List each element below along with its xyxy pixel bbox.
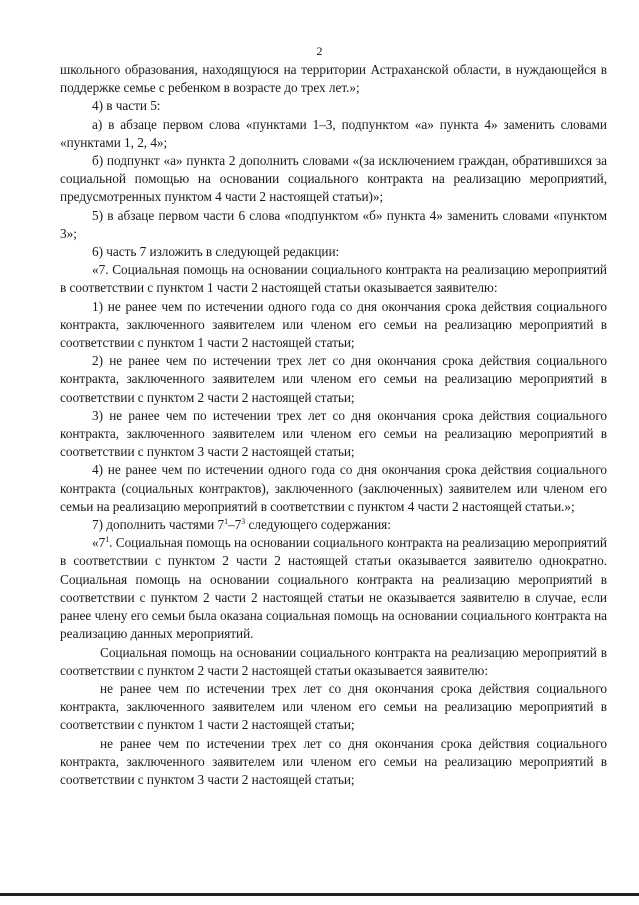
item7-post: следующего содержания: <box>245 517 391 533</box>
item7-dash: –7 <box>228 517 242 533</box>
part71-text: . Социальная помощь на основании социального контракта на реализацию мероприятий в соответствии с пунктом 2 части 2 настоящей статьи оказывается заявителю однократно. Социальная помощь на основании социального контракта на реализацию мероприятий в соответствии с пунктом 2 части 2 настоящей статьи не оказывается заявителю в случае, если ранее члену его семьи была оказана социальная помощь на основании социального контракта на реализацию данных мероприятий. <box>60 535 607 642</box>
paragraph-part-7-point-3: 3) не ранее чем по истечении трех лет со дня окончания срока действия социального контракта, заключенного заявителем или членом его семьи на реализацию мероприятий в соответствии с пунктом 3 части 2 настоящей статьи; <box>60 407 607 460</box>
page-number: 2 <box>316 44 323 58</box>
paragraph-part-7: «7. Социальная помощь на основании социального контракта на реализацию мероприятий в соответствии с пунктом 1 части 2 настоящей статьи оказывается заявителю: <box>60 262 607 296</box>
paragraph-item-4b: б) подпункт «а» пункта 2 дополнить словами «(за исключением граждан, обратившихся за социальной помощью на основании социального контракта на реализацию мероприятий, предусмотренных пунктом 4 части 2 настоящей статьи)»; <box>60 153 607 205</box>
paragraph-part-7-1-condition-1: не ранее чем по истечении трех лет со дня окончания срока действия социального контракта, заключенного заявителем или членом его семьи на реализацию мероприятий в соответствии с пунктом 1 части 2 настоящей статьи; <box>60 680 607 733</box>
part71-pre: «7 <box>92 535 106 551</box>
paragraph-part-7-point-1: 1) не ранее чем по истечении одного года со дня окончания срока действия социального контракта, заключенного заявителем или членом его семьи на реализацию мероприятий в соответствии с пунктом 1 части 2 настоящей статьи; <box>60 298 607 351</box>
paragraph-item-6: 6) часть 7 изложить в следующей редакции: <box>92 244 340 260</box>
paragraph-continuation: школьного образования, находящуюся на территории Астраханской области, в нуждающейся в поддержке семье с ребенком в возрасте до трех лет.»; <box>60 62 607 96</box>
paragraph-part-7-point-4: 4) не ранее чем по истечении одного года со дня окончания срока действия социального контракта (социальных контрактов), заключенного (заключенных) заявителем или членом его семьи на реализацию мероприятий в соответствии с пунктом 4 части 2 настоящей статьи.»; <box>60 462 607 514</box>
paragraph-item-4: 4) в части 5: <box>92 98 161 114</box>
document-body <box>60 61 607 789</box>
paragraph-part-7-1 <box>60 534 607 643</box>
paragraph-item-7 <box>60 516 607 534</box>
paragraph-part-7-1-condition-2: не ранее чем по истечении трех лет со дня окончания срока действия социального контракта, заключенного заявителем или членом его семьи на реализацию мероприятий в соответствии с пунктом 3 части 2 настоящей статьи; <box>60 735 607 787</box>
paragraph-item-4a: а) в абзаце первом слова «пунктами 1–3, подпунктом «а» пункта 4» заменить словами «пунктами 1, 2, 4»; <box>60 116 607 150</box>
item7-sup-3: 3 <box>241 517 246 527</box>
paragraph-part-7-point-2: 2) не ранее чем по истечении трех лет со дня окончания срока действия социального контракта, заключенного заявителем или членом его семьи на реализацию мероприятий в соответствии с пунктом 2 части 2 настоящей статьи; <box>60 353 607 405</box>
paragraph-part-7-1-second: Социальная помощь на основании социального контракта на реализацию мероприятий в соответствии с пунктом 2 части 2 настоящей статьи оказывается заявителю: <box>60 644 607 678</box>
paragraph-item-5: 5) в абзаце первом части 6 слова «подпунктом «б» пункта 4» заменить словами «пунктом 3»; <box>60 207 607 241</box>
item7-sup-1: 1 <box>224 517 229 527</box>
bottom-scan-edge <box>0 893 639 896</box>
item7-pre: 7) дополнить частями 7 <box>92 517 225 533</box>
part71-sup: 1 <box>105 535 110 545</box>
